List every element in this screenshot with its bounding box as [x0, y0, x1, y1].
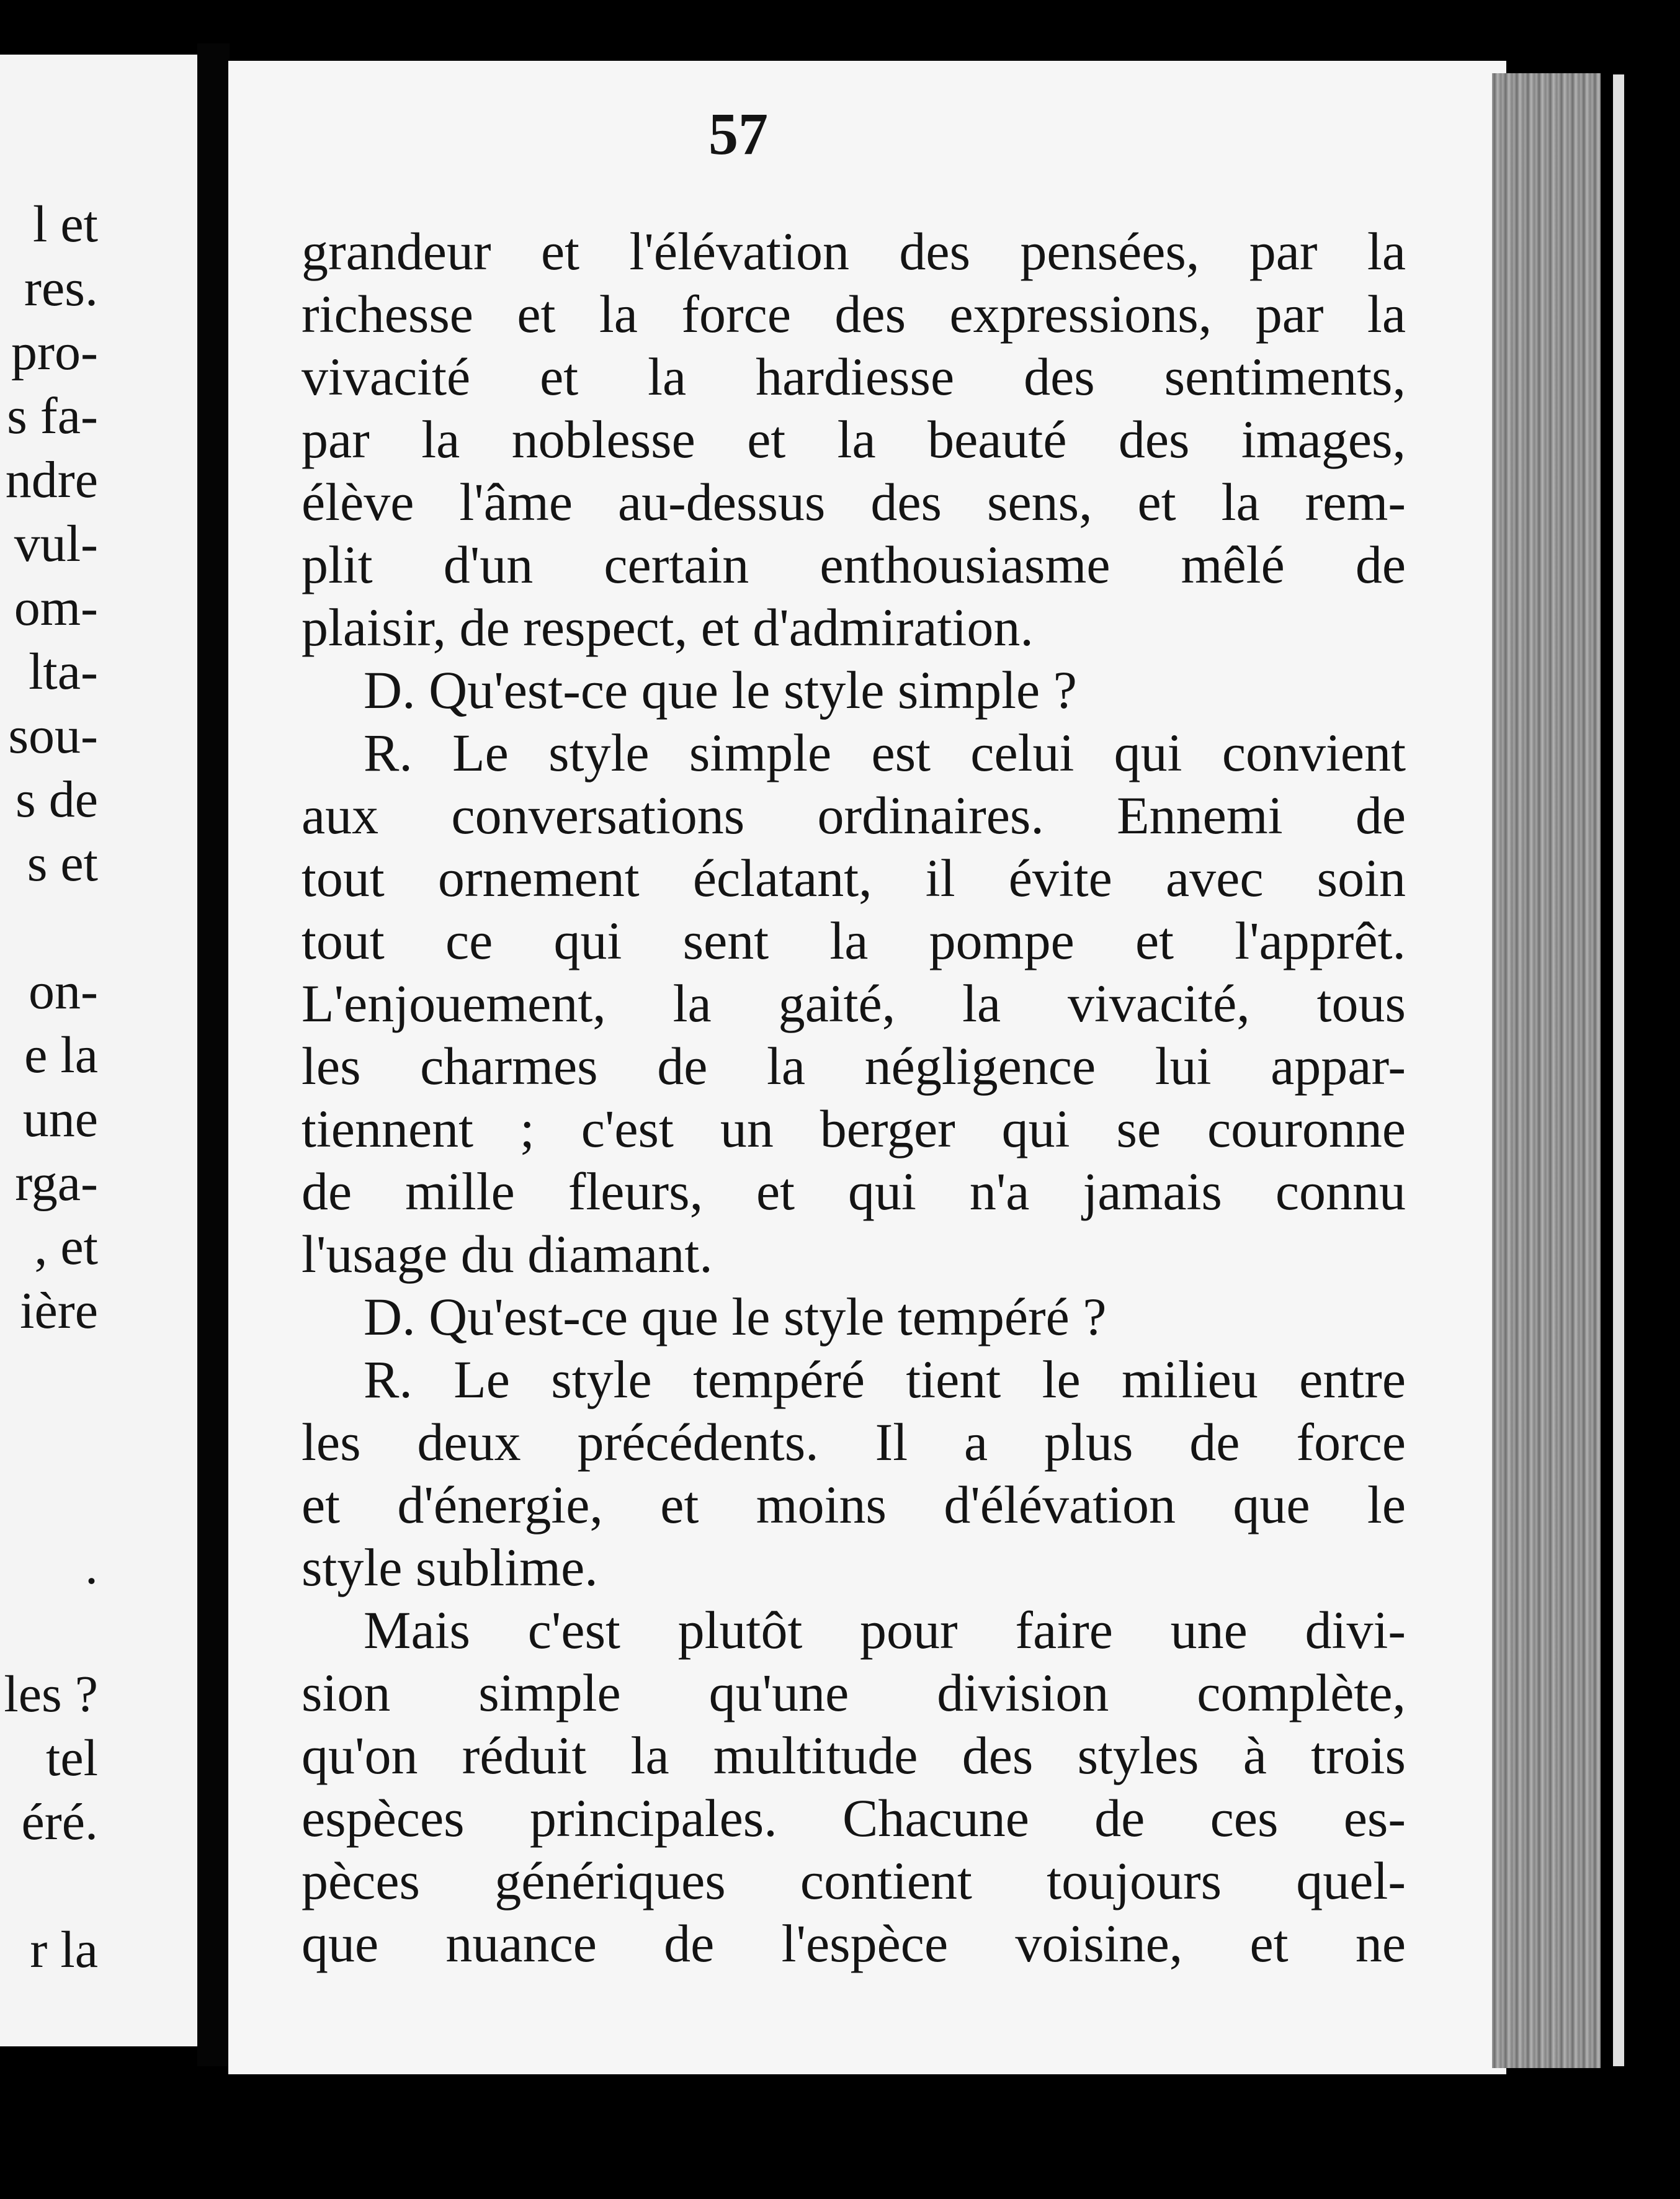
text-line: style sublime. [302, 1538, 598, 1597]
text-line: que nuance de l'espèce voisine, et ne [302, 1914, 1406, 1973]
text-line: les deux précédents. Il a plus de force [302, 1412, 1406, 1472]
text-line: aux conversations ordinaires. Ennemi de [302, 786, 1406, 845]
text-line: élève l'âme au-dessus des sens, et la rem- [302, 472, 1406, 532]
left-page-line: e la [24, 1026, 98, 1084]
text-line: de mille fleurs, et qui n'a jamais connu [302, 1162, 1406, 1221]
text-line: plit d'un certain enthousiasme mêlé de [302, 535, 1406, 594]
left-facing-page [0, 55, 197, 2046]
page-number: 57 [708, 101, 768, 167]
left-page-line: l et [33, 195, 98, 253]
text-line: D. Qu'est-ce que le style simple ? [364, 660, 1077, 720]
text-line: et d'énergie, et moins d'élévation que le [302, 1475, 1406, 1534]
text-line: Mais c'est plutôt pour faire une divi- [364, 1600, 1406, 1660]
left-page-line: vul- [14, 515, 98, 573]
text-line: tiennent ; c'est un berger qui se couronne [302, 1099, 1406, 1158]
left-page-line: s et [27, 835, 98, 892]
left-page-line: on- [29, 962, 98, 1020]
left-page-line: s de [16, 771, 98, 828]
book-gutter [197, 43, 230, 2066]
page-edge [1492, 73, 1601, 2068]
left-page-line: res. [24, 259, 98, 317]
left-page-line: une [22, 1090, 98, 1148]
text-line: D. Qu'est-ce que le style tempéré ? [364, 1287, 1107, 1346]
text-line: par la noblesse et la beauté des images, [302, 410, 1406, 469]
text-line: l'usage du diamant. [302, 1224, 713, 1284]
text-line: espèces principales. Chacune de ces es- [302, 1788, 1406, 1848]
left-page-line: rga- [15, 1154, 98, 1212]
left-page-line: r la [30, 1921, 98, 1979]
text-line: vivacité et la hardiesse des sentiments, [302, 347, 1406, 406]
text-line: tout ce qui sent la pompe et l'apprêt. [302, 911, 1406, 970]
text-line: sion simple qu'une division complète, [302, 1663, 1406, 1722]
left-page-line: ndre [5, 451, 98, 509]
text-line: qu'on réduit la multitude des styles à trois [302, 1726, 1406, 1785]
left-page-line: tel [46, 1729, 98, 1787]
left-page-line: s fa- [7, 387, 98, 445]
text-line: pèces génériques contient toujours quel- [302, 1851, 1406, 1910]
text-line: plaisir, de respect, et d'admiration. [302, 598, 1034, 657]
left-page-line: les ? [4, 1665, 98, 1723]
left-page-line: . [85, 1538, 98, 1595]
text-line: R. Le style tempéré tient le milieu entre [364, 1350, 1406, 1409]
text-line: tout ornement éclatant, il évite avec soin [302, 848, 1406, 908]
left-page-line: ière [20, 1282, 98, 1340]
text-line: les charmes de la négligence lui appar- [302, 1036, 1406, 1096]
left-page-line: lta- [29, 643, 98, 701]
text-line: L'enjouement, la gaité, la vivacité, tous [302, 974, 1406, 1033]
page-edge-highlight [1613, 74, 1624, 2066]
text-line: richesse et la force des expressions, par la [302, 284, 1406, 344]
text-line: R. Le style simple est celui qui convient [364, 723, 1406, 782]
left-page-line: sou- [8, 707, 98, 764]
left-page-line: , et [34, 1218, 98, 1276]
left-page-line: om- [14, 579, 98, 637]
text-line: grandeur et l'élévation des pensées, par la [302, 222, 1406, 281]
left-page-line: éré. [21, 1793, 98, 1851]
left-page-line: pro- [11, 323, 98, 381]
